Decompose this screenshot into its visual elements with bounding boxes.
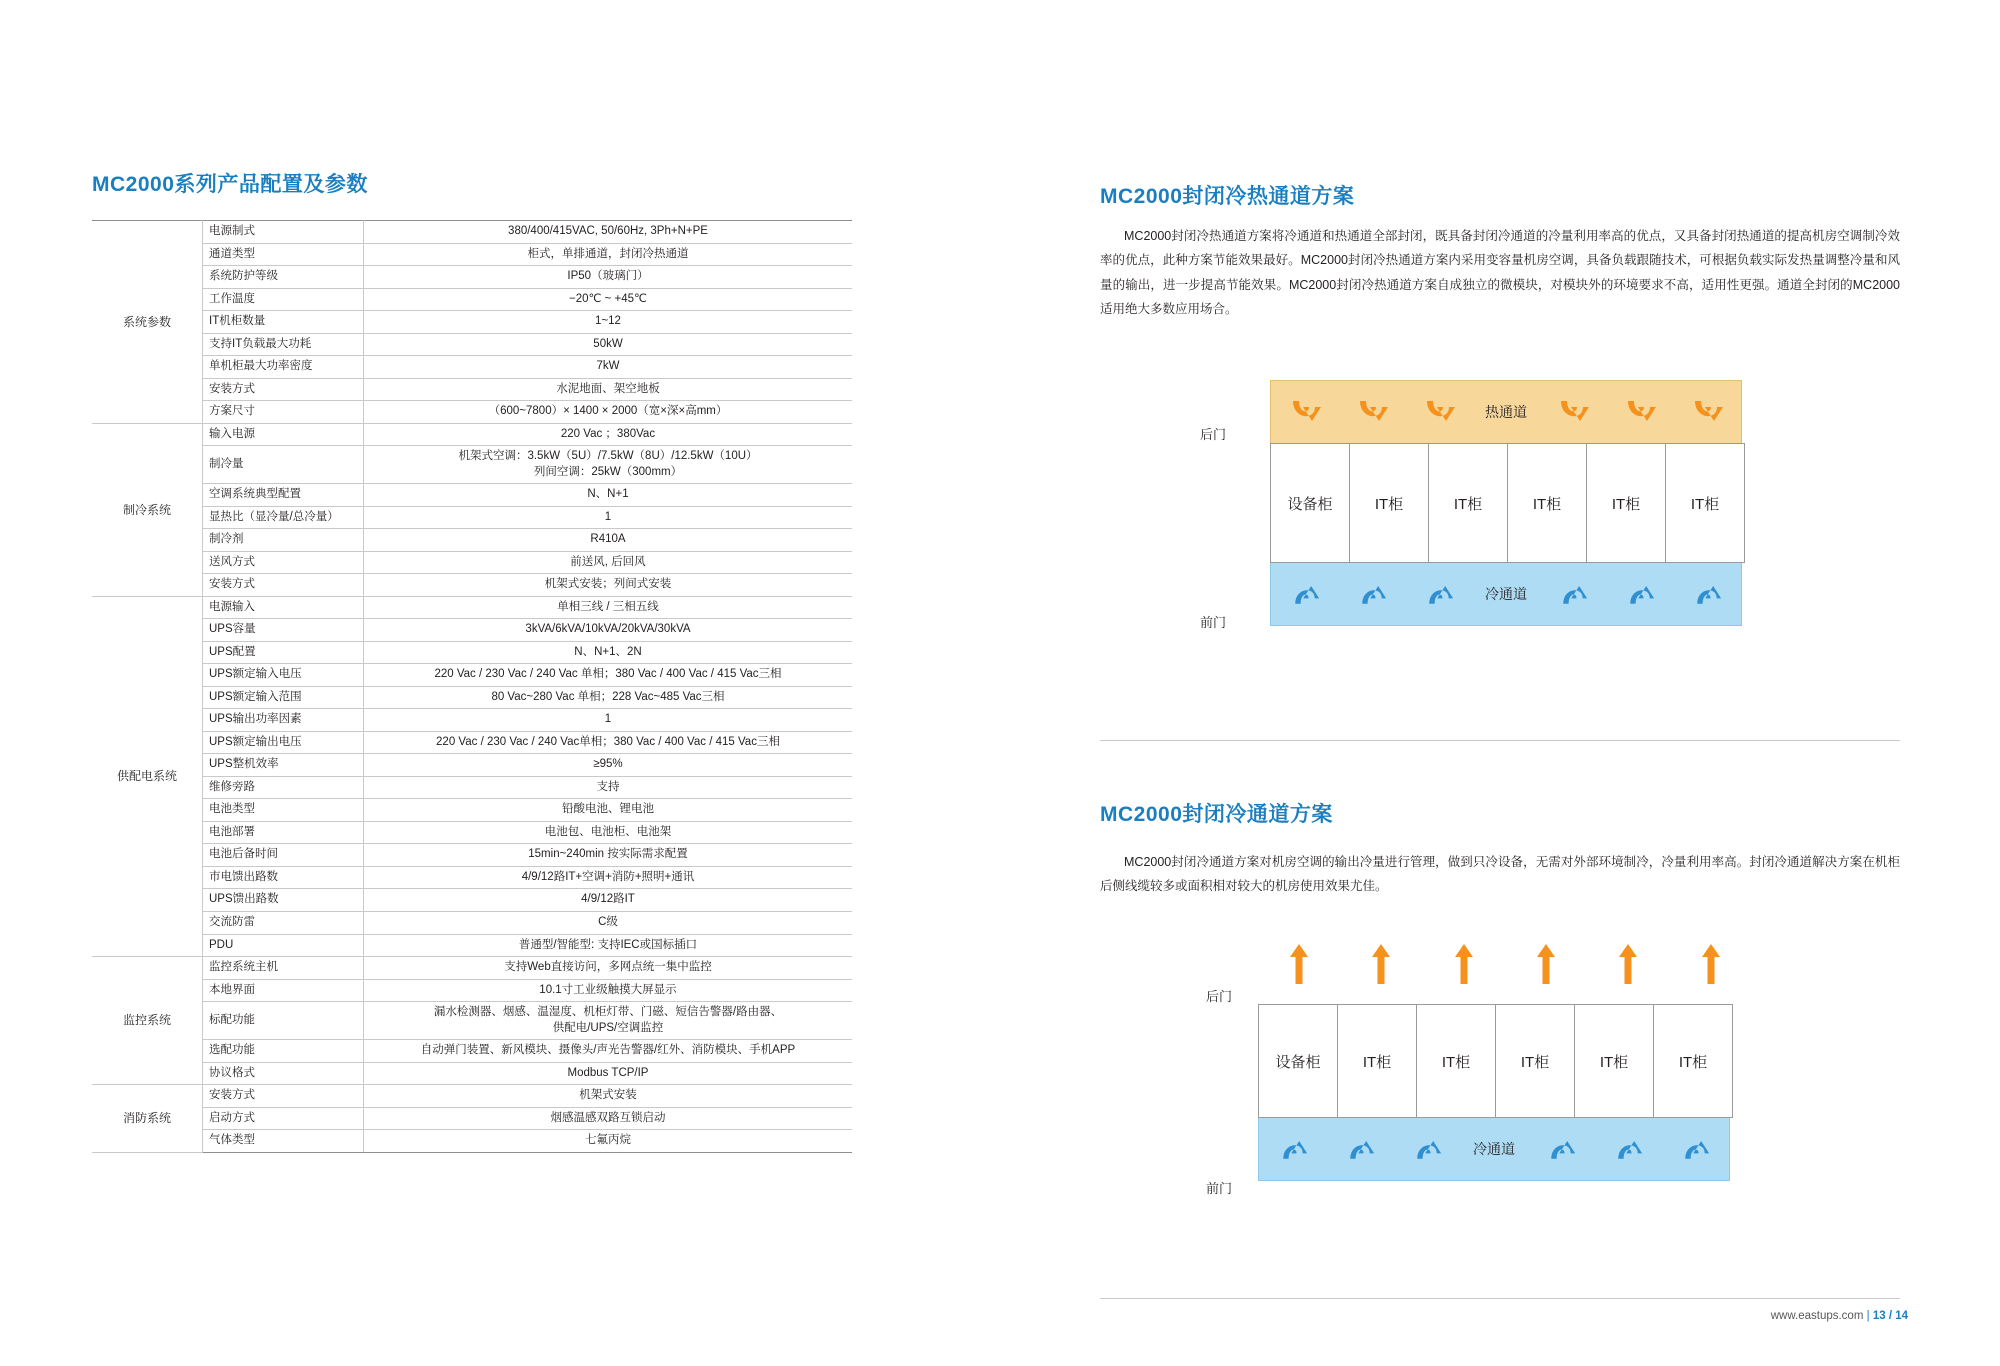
curved-down-arrow-icon <box>1690 395 1724 429</box>
table-row <box>92 1040 852 1063</box>
spec-value: −20℃ ~ +45℃ <box>364 288 853 311</box>
hot-arrow-cell <box>1405 395 1472 429</box>
curved-up-arrow-icon <box>1680 1134 1710 1164</box>
spec-value: 机架式安装；列间式安装 <box>364 574 853 597</box>
rear-door-label: 后门 <box>1206 989 1233 1004</box>
spec-value: 普通型/智能型: 支持IEC或国标插口 <box>364 934 853 957</box>
spec-key: 电源制式 <box>203 221 364 244</box>
spec-key: 安装方式 <box>203 574 364 597</box>
spec-value-line1: 漏水检测器、烟感、温湿度、机柜灯带、门磁、短信告警器/路由器、 <box>433 1006 783 1019</box>
spec-key: 通道类型 <box>203 243 364 266</box>
rack-row <box>1270 443 1745 563</box>
spec-value: 水泥地面、架空地板 <box>364 378 853 401</box>
spec-value: N、N+1 <box>364 484 853 507</box>
cold-arrow-cell <box>1393 1134 1460 1164</box>
exhaust-arrow-row <box>1258 940 1752 984</box>
rack-cabinet: IT柜 <box>1587 443 1666 563</box>
rack-cabinet: 设备柜 <box>1258 1004 1338 1118</box>
cold-arrow-row <box>1259 1134 1729 1164</box>
table-row <box>92 686 852 709</box>
spec-value: 铅酸电池、锂电池 <box>364 799 853 822</box>
table-row <box>92 221 852 244</box>
spec-key: IT机柜数量 <box>203 311 364 334</box>
rack-cabinet: IT柜 <box>1338 1004 1417 1118</box>
table-row <box>92 754 852 777</box>
hot-arrow-cell <box>1540 395 1607 429</box>
up-arrow-icon <box>1619 944 1637 984</box>
table-row <box>92 1130 852 1153</box>
spec-value: 220 Vac / 230 Vac / 240 Vac单相；380 Vac / 400 Vac / 415 Vac三相 <box>364 731 853 754</box>
table-row <box>92 243 852 266</box>
spec-key: 市电馈出路数 <box>203 866 364 889</box>
spec-value-line1: 机架式空调：3.5kW（5U）/7.5kW（8U）/12.5kW（10U） <box>458 450 758 463</box>
spec-key: UPS整机效率 <box>203 754 364 777</box>
group-label: 系统参数 <box>92 221 203 424</box>
cold-arrow-cell <box>1595 1134 1662 1164</box>
hot-arrow-cell <box>1271 395 1338 429</box>
cold-arrow-cell <box>1326 1134 1393 1164</box>
curved-down-arrow-icon <box>1355 395 1389 429</box>
spec-key: 安装方式 <box>203 1085 364 1108</box>
hot-cold-aisle-paragraph: MC2000封闭冷热通道方案将冷通道和热通道全部封闭，既具备封闭冷通道的冷量利用率高的优点，又具备封闭热通道的提高机房空调制冷效率的优点，此种方案节能效果最好。MC2000封闭冷热通道方案内采用变容量机房空调，具备负载跟随技术，可根据负载实际发热量调整冷量和风量的输出，进一步提高节能效果。MC2000封闭冷热通道方案自成独立的微模块，对模块外的环境要求不高，适用性更强。通道全封闭的MC2000适用绝大多数应用场合。 <box>1100 229 1900 317</box>
cold-arrow-cell <box>1607 579 1674 609</box>
spec-table <box>92 220 852 1153</box>
exhaust-arrow-cell <box>1423 940 1505 984</box>
up-arrow-icon <box>1290 944 1308 984</box>
cold-aisle-band <box>1258 1118 1730 1181</box>
spec-value: 3kVA/6kVA/10kVA/20kVA/30kVA <box>364 619 853 642</box>
spec-value: ≥95% <box>364 754 853 777</box>
cold-arrow-cell <box>1674 579 1741 609</box>
table-row <box>92 401 852 424</box>
spec-value: 15min~240min 按实际需求配置 <box>364 844 853 867</box>
hot-cold-aisle-title: MC2000封闭冷热通道方案 <box>1100 185 1355 208</box>
table-row <box>92 311 852 334</box>
hot-arrow-cell <box>1338 395 1405 429</box>
table-row <box>92 484 852 507</box>
table-row <box>92 356 852 379</box>
cold-aisle-paragraph: MC2000封闭冷通道方案对机房空调的输出冷量进行管理，做到只冷设备，无需对外部环境制冷，冷量利用率高。封闭冷通道解决方案在机柜后侧线缆较多或面积相对较大的机房使用效果尤佳。 <box>1100 855 1900 894</box>
cold-arrow-cell <box>1540 579 1607 609</box>
up-arrow-icon <box>1537 944 1555 984</box>
curved-up-arrow-icon <box>1692 579 1722 609</box>
table-row <box>92 506 852 529</box>
table-row <box>92 911 852 934</box>
spec-key: UPS配置 <box>203 641 364 664</box>
spec-key: 制冷剂 <box>203 529 364 552</box>
spec-key: 输入电源 <box>203 423 364 446</box>
cold-aisle-label-cell <box>1460 1134 1527 1164</box>
spec-value: 4/9/12路IT <box>364 889 853 912</box>
spec-value: N、N+1、2N <box>364 641 853 664</box>
spec-value <box>364 1002 853 1040</box>
curved-up-arrow-icon <box>1278 1134 1308 1164</box>
spec-value: 7kW <box>364 356 853 379</box>
spec-key: PDU <box>203 934 364 957</box>
table-row <box>92 799 852 822</box>
rack-cabinet: IT柜 <box>1350 443 1429 563</box>
cold-aisle-label: 冷通道 <box>1484 586 1527 602</box>
table-row <box>92 1085 852 1108</box>
hot-arrow-cell <box>1607 395 1674 429</box>
spec-key: UPS额定输入范围 <box>203 686 364 709</box>
spec-value: 前送风, 后回风 <box>364 551 853 574</box>
curved-down-arrow-icon <box>1556 395 1590 429</box>
spec-value: （600~7800）× 1400 × 2000（宽×深×高mm） <box>364 401 853 424</box>
cold-aisle-section <box>1100 798 1900 899</box>
exhaust-arrow-cell <box>1670 940 1752 984</box>
spec-key: UPS容量 <box>203 619 364 642</box>
spec-key: 安装方式 <box>203 378 364 401</box>
rear-door-label: 后门 <box>1200 427 1227 442</box>
rack-cabinet: IT柜 <box>1654 1004 1733 1118</box>
hot-cold-aisle-section <box>1100 180 1900 322</box>
spec-value <box>364 446 853 484</box>
table-row <box>92 709 852 732</box>
cold-arrow-cell <box>1259 1134 1326 1164</box>
cold-aisle-label-cell <box>1472 579 1539 609</box>
spec-key: UPS额定输入电压 <box>203 664 364 687</box>
footer-website: www.eastups.com <box>1770 1310 1864 1322</box>
table-row <box>92 889 852 912</box>
cold-arrow-row <box>1271 579 1741 609</box>
spec-value: 七氟丙烷 <box>364 1130 853 1153</box>
up-arrow-icon <box>1372 944 1390 984</box>
rack-cabinet: IT柜 <box>1417 1004 1496 1118</box>
spec-key: 启动方式 <box>203 1107 364 1130</box>
section-divider <box>1100 740 1900 741</box>
cold-arrow-cell <box>1271 579 1338 609</box>
rack-cabinet: 设备柜 <box>1270 443 1350 563</box>
group-label: 监控系统 <box>92 957 203 1085</box>
rack-cabinet: IT柜 <box>1496 1004 1575 1118</box>
hot-aisle-label: 热通道 <box>1484 404 1527 420</box>
table-row <box>92 957 852 980</box>
exhaust-arrow-cell <box>1587 940 1669 984</box>
spec-key: UPS输出功率因素 <box>203 709 364 732</box>
curved-up-arrow-icon <box>1357 579 1387 609</box>
spec-value: 烟感温感双路互锁启动 <box>364 1107 853 1130</box>
table-row <box>92 776 852 799</box>
cold-aisle-label: 冷通道 <box>1472 1141 1515 1157</box>
spec-key: 维修旁路 <box>203 776 364 799</box>
table-row <box>92 979 852 1002</box>
spec-key: 工作温度 <box>203 288 364 311</box>
curved-down-arrow-icon <box>1422 395 1456 429</box>
rack-cabinet: IT柜 <box>1666 443 1745 563</box>
spec-value: 自动弹门装置、新风模块、摄像头/声光告警器/红外、消防模块、手机APP <box>364 1040 853 1063</box>
spec-key: 制冷量 <box>203 446 364 484</box>
table-row <box>92 619 852 642</box>
spec-value: 220 Vac / 230 Vac / 240 Vac 单相；380 Vac / 400 Vac / 415 Vac三相 <box>364 664 853 687</box>
front-door-label: 前门 <box>1200 615 1227 630</box>
spec-key: 送风方式 <box>203 551 364 574</box>
rack-cabinet: IT柜 <box>1508 443 1587 563</box>
table-row <box>92 574 852 597</box>
curved-up-arrow-icon <box>1546 1134 1576 1164</box>
spec-key: 支持IT负载最大功耗 <box>203 333 364 356</box>
spec-key: UPS额定输出电压 <box>203 731 364 754</box>
spec-key: 标配功能 <box>203 1002 364 1040</box>
table-row <box>92 866 852 889</box>
table-row <box>92 821 852 844</box>
spec-value-line2: 供配电/UPS/空调监控 <box>552 1021 664 1034</box>
up-arrow-icon <box>1455 944 1473 984</box>
spec-value: 支持Web直接访问，多网点统一集中监控 <box>364 957 853 980</box>
table-row <box>92 423 852 446</box>
diagram-spacer <box>1258 984 1752 1004</box>
curved-down-arrow-icon <box>1288 395 1322 429</box>
exhaust-arrow-cell <box>1340 940 1422 984</box>
spec-key: 电源输入 <box>203 596 364 619</box>
spec-section <box>92 168 852 1153</box>
curved-up-arrow-icon <box>1424 579 1454 609</box>
spec-value: 380/400/415VAC, 50/60Hz, 3Ph+N+PE <box>364 221 853 244</box>
table-row <box>92 1002 852 1040</box>
table-row <box>92 529 852 552</box>
spec-key: 协议格式 <box>203 1062 364 1085</box>
spec-value: 单相三线 / 三相五线 <box>364 596 853 619</box>
up-arrow-icon <box>1702 944 1720 984</box>
group-label: 消防系统 <box>92 1085 203 1153</box>
curved-up-arrow-icon <box>1625 579 1655 609</box>
curved-up-arrow-icon <box>1558 579 1588 609</box>
cold-arrow-cell <box>1405 579 1472 609</box>
spec-key: 选配功能 <box>203 1040 364 1063</box>
spec-value: 10.1寸工业级触摸大屏显示 <box>364 979 853 1002</box>
spec-value: 4/9/12路IT+空调+消防+照明+通讯 <box>364 866 853 889</box>
table-row <box>92 378 852 401</box>
curved-up-arrow-icon <box>1290 579 1320 609</box>
spec-value: 机架式安装 <box>364 1085 853 1108</box>
spec-key: UPS馈出路数 <box>203 889 364 912</box>
cold-arrow-cell <box>1662 1134 1729 1164</box>
hot-cold-aisle-diagram <box>1200 380 1745 630</box>
spec-value: 1~12 <box>364 311 853 334</box>
spec-value: 80 Vac~280 Vac 单相；228 Vac~485 Vac三相 <box>364 686 853 709</box>
table-row <box>92 844 852 867</box>
hot-arrow-row <box>1271 395 1741 429</box>
group-label: 制冷系统 <box>92 423 203 596</box>
spec-value: 支持 <box>364 776 853 799</box>
cold-arrow-cell <box>1338 579 1405 609</box>
spec-value: Modbus TCP/IP <box>364 1062 853 1085</box>
spec-key: 电池类型 <box>203 799 364 822</box>
spec-key: 电池部署 <box>203 821 364 844</box>
table-row <box>92 934 852 957</box>
curved-down-arrow-icon <box>1623 395 1657 429</box>
table-row <box>92 266 852 289</box>
exhaust-arrow-cell <box>1258 940 1340 984</box>
rack-cabinet: IT柜 <box>1429 443 1508 563</box>
table-row <box>92 446 852 484</box>
spec-key: 电池后备时间 <box>203 844 364 867</box>
spec-key: 气体类型 <box>203 1130 364 1153</box>
table-row <box>92 1062 852 1085</box>
table-row <box>92 551 852 574</box>
spec-value: IP50（玻璃门） <box>364 266 853 289</box>
spec-key: 显热比（显冷量/总冷量） <box>203 506 364 529</box>
rack-cabinet: IT柜 <box>1575 1004 1654 1118</box>
table-row <box>92 1107 852 1130</box>
footer-rule <box>1100 1298 1900 1299</box>
table-row <box>92 731 852 754</box>
spec-value: 220 Vac ；380Vac <box>364 423 853 446</box>
hot-arrow-cell <box>1674 395 1741 429</box>
table-row <box>92 664 852 687</box>
spec-key: 空调系统典型配置 <box>203 484 364 507</box>
table-row <box>92 641 852 664</box>
spec-value: 1 <box>364 709 853 732</box>
spec-key: 方案尺寸 <box>203 401 364 424</box>
table-row <box>92 333 852 356</box>
spec-value: 1 <box>364 506 853 529</box>
spec-value-line2: 列间空调：25kW（300mm） <box>533 465 683 478</box>
spec-value: R410A <box>364 529 853 552</box>
spec-value: C级 <box>364 911 853 934</box>
spec-table-body <box>92 221 852 1153</box>
page-number: 13 / 14 <box>1872 1310 1908 1322</box>
curved-up-arrow-icon <box>1345 1134 1375 1164</box>
hot-aisle-band <box>1270 380 1742 443</box>
spec-value: 50kW <box>364 333 853 356</box>
spec-key: 单机柜最大功率密度 <box>203 356 364 379</box>
page-footer <box>1771 1310 1908 1322</box>
spec-value: 电池包、电池柜、电池架 <box>364 821 853 844</box>
cold-arrow-cell <box>1528 1134 1595 1164</box>
curved-up-arrow-icon <box>1412 1134 1442 1164</box>
curved-up-arrow-icon <box>1613 1134 1643 1164</box>
cold-aisle-title: MC2000封闭冷通道方案 <box>1100 803 1333 826</box>
hot-aisle-label-cell <box>1472 395 1539 429</box>
group-label: 供配电系统 <box>92 596 203 956</box>
footer-separator: | <box>1866 1310 1870 1322</box>
spec-key: 系统防护等级 <box>203 266 364 289</box>
rack-row <box>1258 1004 1752 1118</box>
front-door-label: 前门 <box>1206 1181 1233 1196</box>
table-row <box>92 288 852 311</box>
cold-aisle-diagram <box>1206 940 1752 1196</box>
cold-aisle-band <box>1270 563 1742 626</box>
exhaust-arrow-cell <box>1505 940 1587 984</box>
spec-value: 柜式，单排通道，封闭冷热通道 <box>364 243 853 266</box>
spec-key: 本地界面 <box>203 979 364 1002</box>
spec-key: 监控系统主机 <box>203 957 364 980</box>
spec-title: MC2000系列产品配置及参数 <box>92 173 368 196</box>
table-row <box>92 596 852 619</box>
spec-key: 交流防雷 <box>203 911 364 934</box>
